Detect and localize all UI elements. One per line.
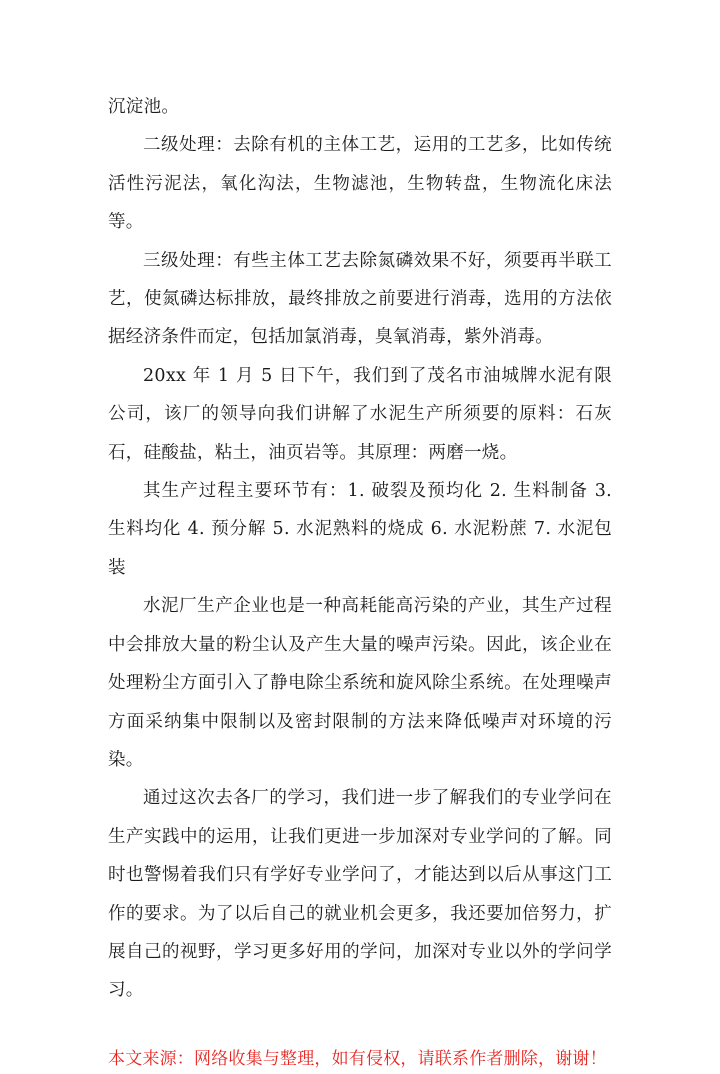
paragraph-tertiary-treatment: 三级处理：有些主体工艺去除氮磷效果不好，须要再半联工艺，使氮磷达标排放，最终排放之前要进行消毒，选用的方法依据经济条件而定，包括加氯消毒，臭氧消毒，紫外消毒。 bbox=[108, 250, 612, 348]
paragraph-production-steps: 其生产过程主要环节有：1. 破裂及预均化 2. 生料制备 3. 生料均化 4. 预分解 5. 水泥熟料的烧成 6. 水泥粉蔗 7. 水泥包装 bbox=[108, 481, 612, 578]
source-note: 本文来源：网络收集与整理，如有侵权，请联系作者删除，谢谢！ bbox=[108, 1048, 607, 1069]
paragraph-conclusion: 通过这次去各厂的学习，我们进一步了解我们的专业学问在生产实践中的运用，让我们更进一步加深对专业学问的了解。同时也警惕着我们只有学好专业学问了，才能达到以后从事这门工作的要求。为了以后自己的就业机会更多，我还要加倍努力，扩展自己的视野，学习更多好用的学问，加深对专业以外的学问学习。 bbox=[108, 788, 612, 1001]
paragraph-continuation: 沉淀池。 bbox=[108, 97, 180, 117]
paragraph-cement-company-visit: 20xx 年 1 月 5 日下午，我们到了茂名市油城牌水泥有限公司，该厂的领导向我们讲解了水泥生产所须要的原料：石灰石，硅酸盐，粘土，油页岩等。其原理：两磨一烧。 bbox=[108, 365, 612, 463]
paragraph-pollution-control: 水泥厂生产企业也是一种高耗能高污染的产业，其生产过程中会排放大量的粉尘认及产生大量的噪声污染。因此，该企业在处理粉尘方面引入了静电除尘系统和旋风除尘系统。在处理噪声方面采纳集中限制以及密封限制的方法来降低噪声对环境的污染。 bbox=[108, 596, 612, 770]
paragraph-secondary-treatment: 二级处理：去除有机的主体工艺，运用的工艺多，比如传统活性污泥法，氧化沟法，生物滤池，生物转盘，生物流化床法等。 bbox=[108, 135, 612, 233]
